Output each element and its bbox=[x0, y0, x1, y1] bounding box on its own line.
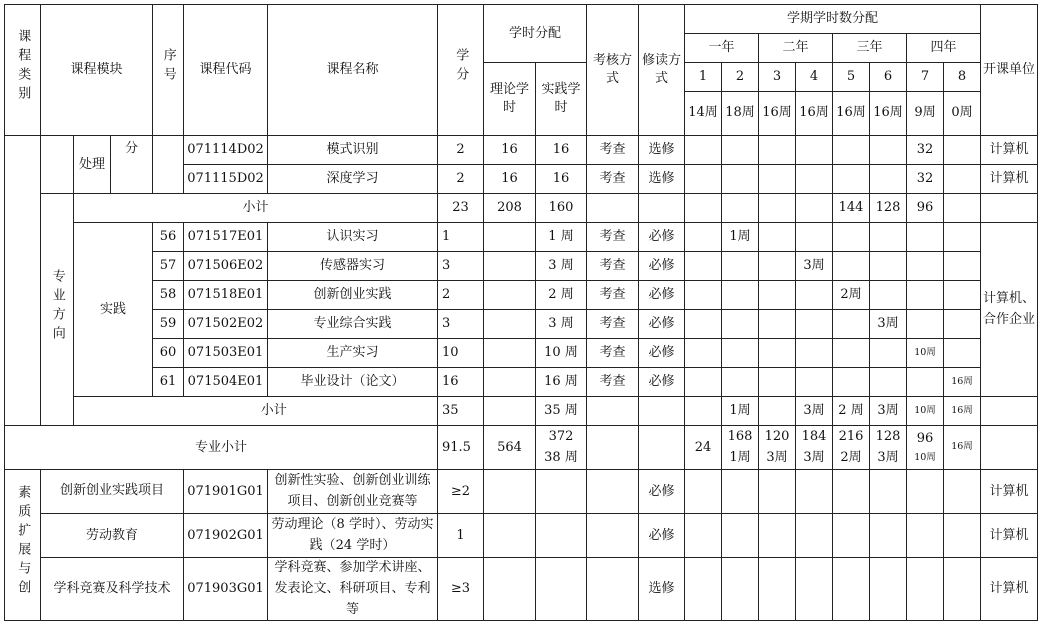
credit-value: 10 bbox=[438, 339, 484, 368]
sem-8-hours: 16周 bbox=[944, 426, 981, 470]
course-name: 生产实习 bbox=[268, 339, 438, 368]
practice-module-label: 实践 bbox=[74, 223, 153, 397]
credit-value: 1 bbox=[438, 223, 484, 252]
sem-2-hours: 1周 bbox=[722, 397, 759, 426]
header-weeks-5: 16周 bbox=[833, 92, 870, 136]
subtotal-label: 小计 bbox=[74, 194, 438, 223]
practice-hours: 16 bbox=[536, 136, 587, 165]
sem-3-hours: 120 3周 bbox=[759, 426, 796, 470]
study-mode: 必修 bbox=[639, 252, 685, 281]
header-hours-alloc: 学时分配 bbox=[484, 5, 587, 63]
study-mode: 必修 bbox=[639, 368, 685, 397]
course-name: 创新性实验、创新创业训练项目、创新创业竞赛等 bbox=[268, 470, 438, 514]
header-seq: 序号 bbox=[153, 5, 184, 136]
course-name: 模式识别 bbox=[268, 136, 438, 165]
module-name: 创新创业实践项目 bbox=[41, 470, 184, 514]
study-mode: 选修 bbox=[639, 558, 685, 621]
header-sem-8: 8 bbox=[944, 63, 981, 92]
header-weeks-6: 16周 bbox=[870, 92, 907, 136]
sem-8-hours: 16周 bbox=[944, 397, 981, 426]
practice-hours: 372 38 周 bbox=[536, 426, 587, 470]
offering-unit: 计算机 bbox=[981, 136, 1038, 165]
sem-7-hours: 96 bbox=[907, 194, 944, 223]
practice-hours: 3 周 bbox=[536, 252, 587, 281]
sem-2-hours: 1周 bbox=[722, 223, 759, 252]
sem-4-hours: 184 3周 bbox=[796, 426, 833, 470]
offering-unit: 计算机 bbox=[981, 514, 1038, 558]
sem-5-hours: 216 2周 bbox=[833, 426, 870, 470]
header-category: 课程类别 bbox=[5, 5, 41, 136]
theory-hours: 208 bbox=[484, 194, 536, 223]
credit-value: 2 bbox=[438, 136, 484, 165]
header-year-3: 三年 bbox=[833, 34, 907, 63]
direction-label: 专业方向 bbox=[41, 194, 74, 426]
course-name: 专业综合实践 bbox=[268, 310, 438, 339]
assess-method: 考查 bbox=[587, 165, 639, 194]
header-name: 课程名称 bbox=[268, 5, 438, 136]
major-subtotal-label: 专业小计 bbox=[5, 426, 438, 470]
practice-hours: 2 周 bbox=[536, 281, 587, 310]
assess-method: 考查 bbox=[587, 136, 639, 165]
seq-number: 57 bbox=[153, 252, 184, 281]
header-weeks-2: 18周 bbox=[722, 92, 759, 136]
header-assess: 考核方式 bbox=[587, 5, 639, 136]
course-code: 071506E02 bbox=[184, 252, 268, 281]
header-sem-2: 2 bbox=[722, 63, 759, 92]
sem-4-hours: 3周 bbox=[796, 397, 833, 426]
theory-hours: 564 bbox=[484, 426, 536, 470]
practice-hours: 1 周 bbox=[536, 223, 587, 252]
credit-value: 2 bbox=[438, 165, 484, 194]
header-sem-5: 5 bbox=[833, 63, 870, 92]
header-sem-3: 3 bbox=[759, 63, 796, 92]
seq-number: 60 bbox=[153, 339, 184, 368]
category-cell-blank bbox=[5, 194, 41, 426]
sem-7-hours: 96 10周 bbox=[907, 426, 944, 470]
credit-value: 23 bbox=[438, 194, 484, 223]
assess-method: 考查 bbox=[587, 310, 639, 339]
course-code: 071504E01 bbox=[184, 368, 268, 397]
quality-category-label: 素质扩展与创 bbox=[5, 470, 41, 621]
course-code: 071114D02 bbox=[184, 136, 268, 165]
seq-number: 61 bbox=[153, 368, 184, 397]
credit-value: 35 bbox=[438, 397, 484, 426]
credit-value: 1 bbox=[438, 514, 484, 558]
sem-7-hours: 10周 bbox=[907, 397, 944, 426]
course-name: 传感器实习 bbox=[268, 252, 438, 281]
header-year-4: 四年 bbox=[907, 34, 981, 63]
course-code: 071517E01 bbox=[184, 223, 268, 252]
category-cell-blank bbox=[5, 136, 41, 194]
course-name: 学科竞赛、参加学术讲座、发表论文、科研项目、专利等 bbox=[268, 558, 438, 621]
study-mode: 必修 bbox=[639, 223, 685, 252]
course-name: 认识实习 bbox=[268, 223, 438, 252]
sem-5-hours: 2 周 bbox=[833, 397, 870, 426]
credit-value: 16 bbox=[438, 368, 484, 397]
module-name: 劳动教育 bbox=[41, 514, 184, 558]
header-credit: 学分 bbox=[438, 5, 484, 136]
offering-unit: 计算机、合作企业 bbox=[981, 223, 1038, 397]
header-year-2: 二年 bbox=[759, 34, 833, 63]
seq-number: 59 bbox=[153, 310, 184, 339]
header-weeks-7: 9周 bbox=[907, 92, 944, 136]
study-mode: 必修 bbox=[639, 281, 685, 310]
sem-6-hours: 3周 bbox=[870, 310, 907, 339]
study-mode: 必修 bbox=[639, 310, 685, 339]
header-sem-4: 4 bbox=[796, 63, 833, 92]
header-code: 课程代码 bbox=[184, 5, 268, 136]
assess-method: 考查 bbox=[587, 223, 639, 252]
course-name: 深度学习 bbox=[268, 165, 438, 194]
header-semester-alloc: 学期学时数分配 bbox=[685, 5, 981, 34]
module-part-b: 分 bbox=[111, 136, 153, 194]
header-theory: 理论学时 bbox=[484, 63, 536, 136]
sem-5-hours: 2周 bbox=[833, 281, 870, 310]
header-practice: 实践学时 bbox=[536, 63, 587, 136]
sem-6-hours: 128 bbox=[870, 194, 907, 223]
header-weeks-3: 16周 bbox=[759, 92, 796, 136]
sem-1-hours: 24 bbox=[685, 426, 722, 470]
subtotal-label: 小计 bbox=[111, 397, 438, 426]
credit-value: 91.5 bbox=[438, 426, 484, 470]
header-weeks-4: 16周 bbox=[796, 92, 833, 136]
course-code: 071115D02 bbox=[184, 165, 268, 194]
practice-hours: 160 bbox=[536, 194, 587, 223]
header-study: 修读方式 bbox=[639, 5, 685, 136]
sem-5-hours: 144 bbox=[833, 194, 870, 223]
module-blank-cell bbox=[41, 136, 74, 194]
sem-6-hours: 128 3周 bbox=[870, 426, 907, 470]
assess-method: 考查 bbox=[587, 281, 639, 310]
assess-method: 考查 bbox=[587, 368, 639, 397]
sem-8-hours: 16周 bbox=[944, 368, 981, 397]
theory-hours: 16 bbox=[484, 165, 536, 194]
credit-value: 3 bbox=[438, 310, 484, 339]
sem-7-hours: 32 bbox=[907, 136, 944, 165]
header-unit: 开课单位 bbox=[981, 5, 1038, 136]
sem-4-hours: 3周 bbox=[796, 252, 833, 281]
credit-value: 2 bbox=[438, 281, 484, 310]
theory-hours: 16 bbox=[484, 136, 536, 165]
study-mode: 选修 bbox=[639, 165, 685, 194]
assess-method: 考查 bbox=[587, 252, 639, 281]
credit-value: ≥2 bbox=[438, 470, 484, 514]
practice-hours: 10 周 bbox=[536, 339, 587, 368]
practice-hours: 3 周 bbox=[536, 310, 587, 339]
assess-method: 考查 bbox=[587, 339, 639, 368]
header-sem-6: 6 bbox=[870, 63, 907, 92]
header-year-1: 一年 bbox=[685, 34, 759, 63]
practice-hours: 35 周 bbox=[536, 397, 587, 426]
header-weeks-1: 14周 bbox=[685, 92, 722, 136]
course-name: 创新创业实践 bbox=[268, 281, 438, 310]
course-name: 劳动理论（8 学时）、劳动实践（24 学时） bbox=[268, 514, 438, 558]
seq-number: 56 bbox=[153, 223, 184, 252]
course-schedule-table bbox=[4, 4, 1038, 621]
practice-hours: 16 周 bbox=[536, 368, 587, 397]
module-name: 学科竞赛及科学技术 bbox=[41, 558, 184, 621]
sem-7-hours: 10周 bbox=[907, 339, 944, 368]
study-mode: 必修 bbox=[639, 339, 685, 368]
module-part-a: 处理 bbox=[74, 136, 111, 194]
header-sem-1: 1 bbox=[685, 63, 722, 92]
header-module: 课程模块 bbox=[41, 5, 153, 136]
study-mode: 必修 bbox=[639, 514, 685, 558]
course-code: 071901G01 bbox=[184, 470, 268, 514]
offering-unit: 计算机 bbox=[981, 558, 1038, 621]
header-weeks-8: 0周 bbox=[944, 92, 981, 136]
sem-6-hours: 3周 bbox=[870, 397, 907, 426]
course-code: 071503E01 bbox=[184, 339, 268, 368]
course-name: 毕业设计（论文） bbox=[268, 368, 438, 397]
course-code: 071903G01 bbox=[184, 558, 268, 621]
credit-value: ≥3 bbox=[438, 558, 484, 621]
seq-blank-cell bbox=[153, 136, 184, 194]
study-mode: 必修 bbox=[639, 470, 685, 514]
practice-hours: 16 bbox=[536, 165, 587, 194]
course-code: 071902G01 bbox=[184, 514, 268, 558]
course-code: 071502E02 bbox=[184, 310, 268, 339]
study-mode: 选修 bbox=[639, 136, 685, 165]
offering-unit: 计算机 bbox=[981, 165, 1038, 194]
credit-value: 3 bbox=[438, 252, 484, 281]
header-sem-7: 7 bbox=[907, 63, 944, 92]
sem-2-hours: 168 1周 bbox=[722, 426, 759, 470]
sem-7-hours: 32 bbox=[907, 165, 944, 194]
course-code: 071518E01 bbox=[184, 281, 268, 310]
offering-unit: 计算机 bbox=[981, 470, 1038, 514]
seq-number: 58 bbox=[153, 281, 184, 310]
